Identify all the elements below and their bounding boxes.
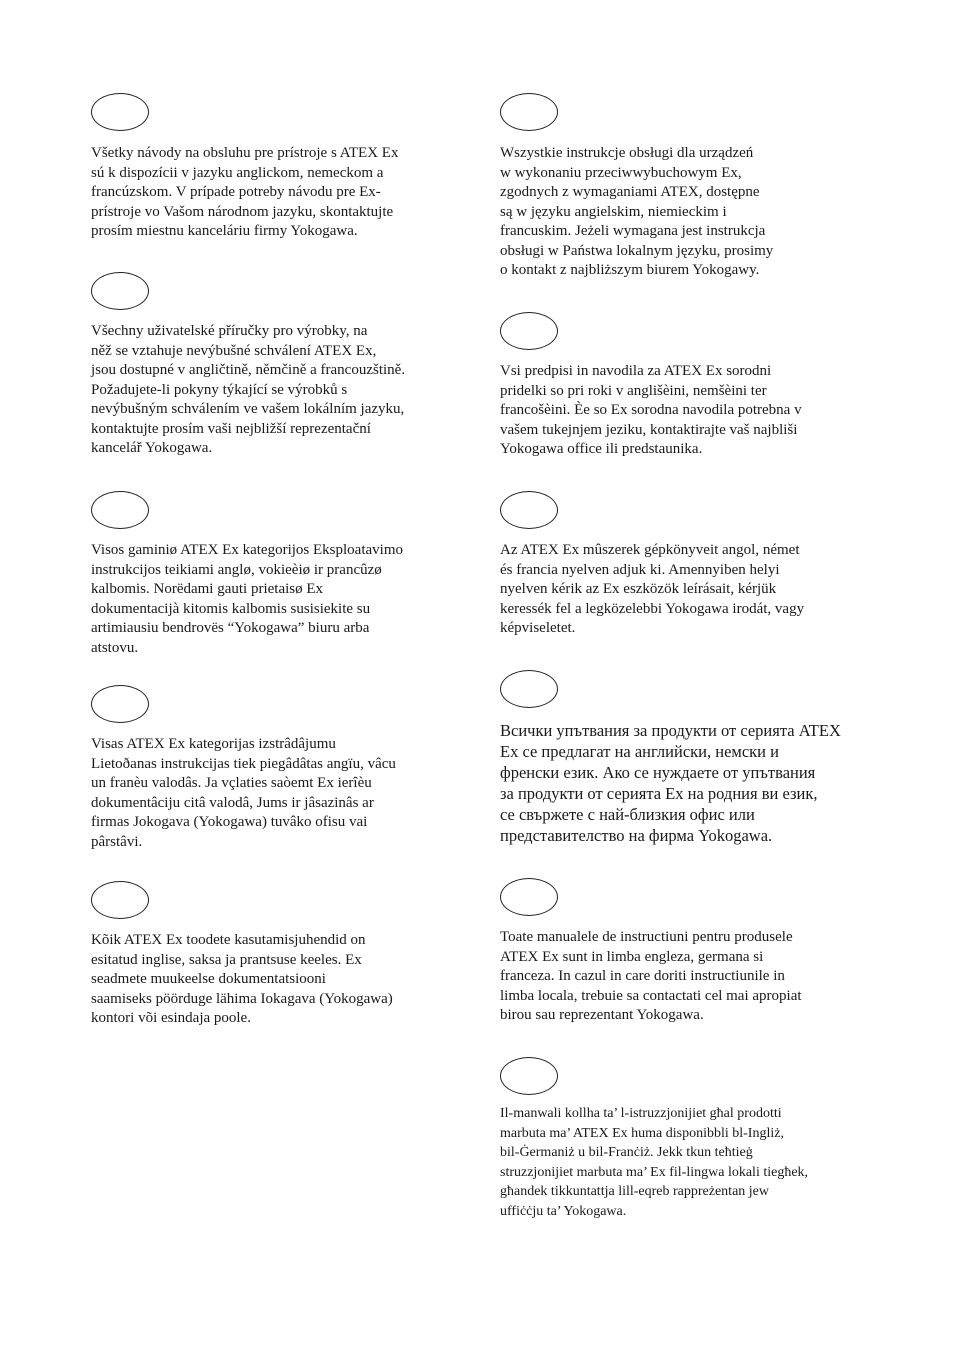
language-marker-oval-mt — [500, 1057, 558, 1095]
language-marker-oval-bg — [500, 670, 558, 708]
notice-text-maltese: Il-manwali kollha ta’ l-istruzzjonijiet għal prodotti marbuta ma’ ATEX Ex huma disponibbli bl-Ingliż, bil-Ġermaniż u bil-Franċiż. Jekk tkun teħtieġ struzzjonijiet marbuta ma’ Ex fil-lingwa lokali tiegħek, għandek tikkuntattja lill-eqreb rappreżentan jew uffiċċju ta’ Yokogawa. — [500, 1106, 809, 1219]
notice-text-bulgarian: Всички упътвания за продукти от серията ATEX Ex се предлагат на английски, немски и френски език. Ако се нуждаете от упътвания за продукти от серията Ex на родния ви език, се свържете с най-близкия офис или представителство на фирма Yokogawa. — [500, 721, 841, 845]
notice-text-estonian: Kõik ATEX Ex toodete kasutamisjuhendid on esitatud inglise, saksa ja prantsuse keeles. Ex seadmete muukeelse dokumentatsiooni saamiseks pöörduge lähima Iokagava (Yokogawa) kontori või esindaja poole. — [91, 932, 393, 1026]
language-marker-oval-et — [91, 881, 149, 919]
language-marker-oval-hu — [500, 491, 558, 529]
notice-text-romanian: Toate manualele de instructiuni pentru produsele ATEX Ex sunt in limba engleza, germana si franceza. In cazul in care doriti instructiunile in limba locala, trebuie sa contactati cel mai apropiat birou sau reprezentant Yokogawa. — [500, 929, 802, 1023]
notice-text-lithuanian: Visos gaminiø ATEX Ex kategorijos Eksploatavimo instrukcijos teikiami anglø, vokieèiø ir prancûzø kalbomis. Norëdami gauti prietaisø Ex dokumentacijà kitomis kalbomis susisiekite su artimiausiu bendrovës “Yokogawa” biuru arba atstovu. — [91, 542, 403, 656]
language-marker-oval-lt — [91, 491, 149, 529]
language-marker-oval-cs — [91, 272, 149, 310]
language-marker-oval-sl — [500, 312, 558, 350]
notice-text-slovak: Všetky návody na obsluhu pre prístroje s ATEX Ex sú k dispozícii v jazyku anglickom, nemeckom a francúzskom. V prípade potreby návodu pre Ex- prístroje vo Vašom národnom jazyku, skontaktujte prosím miestnu kanceláriu firmy Yokogawa. — [91, 145, 399, 239]
language-marker-oval-sk — [91, 93, 149, 131]
language-marker-oval-lv — [91, 685, 149, 723]
notice-text-latvian: Visas ATEX Ex kategorijas izstrâdâjumu Lietoðanas instrukcijas tiek piegâdâtas angïu, vâcu un franèu valodâs. Ja vçlaties saòemt Ex ierîèu dokumentâciju citâ valodâ, Jums ir jâsazinâs ar firmas Jokogava (Yokogawa) tuvâko ofisu vai pârstâvi. — [91, 736, 396, 850]
notice-text-polish: Wszystkie instrukcje obsługi dla urządzeń w wykonaniu przeciwwybuchowym Ex, zgodnych z wymaganiami ATEX, dostępne są w języku angielskim, niemieckim i francuskim. Jeżeli wymagana jest instrukcja obsługi w Państwa lokalnym języku, prosimy o kontakt z najbliższym biurem Yokogawy. — [500, 145, 774, 278]
notice-text-czech: Všechny uživatelské příručky pro výrobky, na něž se vztahuje nevýbušné schválení ATEX Ex, jsou dostupné v angličtině, němčině a francouzštině. Požadujete-li pokyny týkající se výrobků s nevýbušným schválením ve vašem lokálním jazyku, kontaktujte prosím vaši nejbližší reprezentační kancelář Yokogawa. — [91, 323, 406, 456]
language-marker-oval-ro — [500, 878, 558, 916]
notice-text-slovenian: Vsi predpisi in navodila za ATEX Ex sorodni pridelki so pri roki v anglišèini, nemšèini ter francošèini. Èe so Ex sorodna navodila potrebna v vašem tukejnjem jeziku, kontaktirajte vaš najbliši Yokogawa office ili predstaunika. — [500, 363, 802, 457]
language-marker-oval-pl — [500, 93, 558, 131]
notice-text-hungarian: Az ATEX Ex mûszerek gépkönyveit angol, német és francia nyelven adjuk ki. Amennyiben helyi nyelven kérik az Ex eszközök leírásait, kérjük keressék fel a legközelebbi Yokogawa irodát, vagy képviseletet. — [500, 542, 805, 636]
